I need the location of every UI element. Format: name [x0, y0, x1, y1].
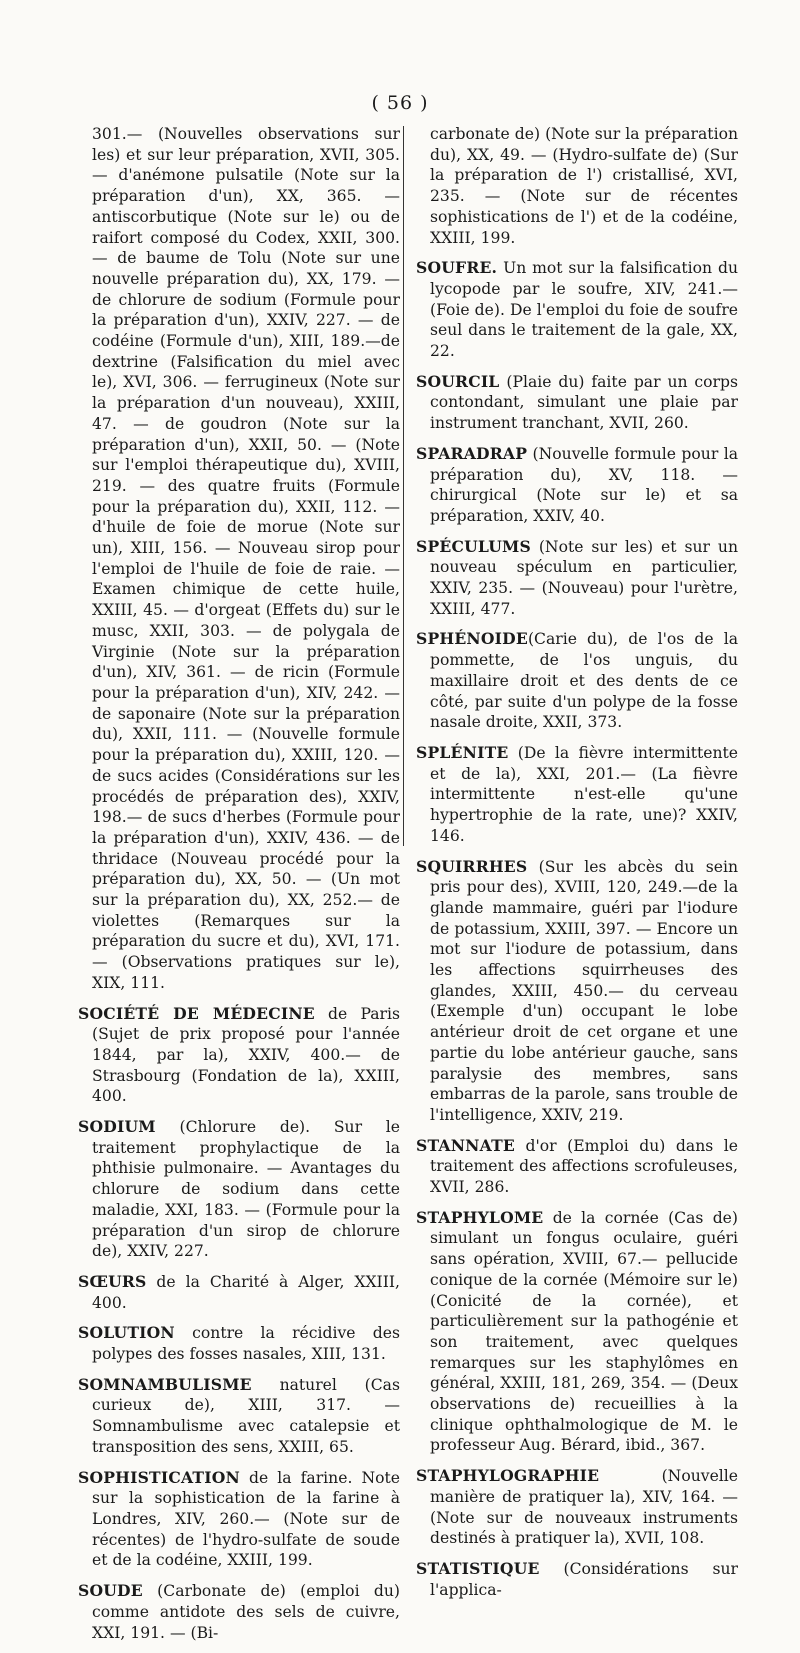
entry-text: (Carie du), de l'os de la pommette, de l'os unguis, du maxillaire droit et des dents de ce côté, par suite d'un polype de la fosse nasale droite, XXII, 373. — [430, 630, 738, 732]
index-entry — [78, 124, 400, 994]
index-entry — [416, 857, 738, 1126]
entry-text: de la farine. Note sur la sophistication de la farine à Londres, XIV, 260.— (Note sur de récentes) de l'hydro-sulfate de soude et de la codéine, XXIII, 199. — [92, 1468, 400, 1570]
index-entry — [416, 1466, 738, 1549]
entry-heading: SPÉCULUMS — [416, 536, 531, 556]
index-entry — [416, 1136, 738, 1198]
index-entry — [416, 743, 738, 847]
left-column — [78, 124, 400, 1653]
entry-heading: STANNATE — [416, 1135, 515, 1155]
index-entry — [78, 1375, 400, 1458]
index-entry — [416, 372, 738, 434]
right-column — [416, 124, 738, 1610]
index-entry — [416, 629, 738, 733]
index-entry — [78, 1117, 400, 1262]
index-entry — [78, 1323, 400, 1364]
entry-text: (Considérations sur l'applica- — [430, 1560, 738, 1599]
index-entry — [416, 124, 738, 248]
index-entry — [416, 444, 738, 527]
entry-text: (Nouvelle formule pour la préparation du), XV, 118. — chirurgical (Note sur le) et sa préparation, XXIV, 40. — [430, 444, 738, 525]
entry-text: naturel (Cas curieux de), XIII, 317. — Somnambulisme avec catalepsie et transposition des sens, XXIII, 65. — [92, 1375, 400, 1456]
index-entry — [416, 258, 738, 362]
entry-heading: SOUDE — [78, 1581, 143, 1601]
entry-heading: STAPHYLOME — [416, 1207, 544, 1227]
index-entry — [78, 1468, 400, 1572]
entry-text: (De la fièvre intermittente et de la), XXI, 201.— (La fièvre intermittente n'est-elle qu'une hypertrophie de la rate, une)? XXIV, 146. — [430, 743, 738, 845]
entry-text: d'or (Emploi du) dans le traitement des affections scrofuleuses, XVII, 286. — [430, 1136, 738, 1197]
entry-heading: SQUIRRHES — [416, 856, 528, 876]
entry-heading: SŒURS — [78, 1271, 147, 1291]
entry-text: de Paris (Sujet de prix proposé pour l'année 1844, par la), XXIV, 400.— de Strasbourg (Fondation de la), XXIII, 400. — [92, 1004, 400, 1106]
entry-text: (Nouvelle manière de pratiquer la), XIV, 164. — (Note sur de nouveaux instruments destinés à pratiquer la), XVII, 108. — [430, 1467, 738, 1548]
entry-heading: SOMNAMBULISME — [78, 1374, 252, 1394]
index-entry — [416, 537, 738, 620]
entry-heading: SPHÉNOIDE — [416, 629, 528, 649]
entry-heading: SOURCIL — [416, 371, 500, 391]
column-divider — [403, 126, 404, 846]
page-number: ( 56 ) — [371, 92, 429, 114]
index-entry — [416, 1559, 738, 1600]
entry-heading: SOUFRE. — [416, 258, 498, 278]
entry-text: (Plaie du) faite par un corps contondant, simulant une plaie par instrument tranchant, XVII, 260. — [430, 372, 738, 433]
entry-text: (Chlorure de). Sur le traitement prophylactique de la phthisie pulmonaire. — Avantages du chlorure de sodium dans cette maladie, XXI, 183. — (Formule pour la préparation d'un sirop de chlorure de), XXIV, 227. — [92, 1118, 400, 1261]
entry-text: 301.— (Nouvelles observations sur les) et sur leur préparation, XVII, 305. — d'anémone pulsatile (Note sur la préparation d'un), XX, 365. — antiscorbutique (Note sur le) ou de raifort composé du Codex, XXII, 300. — de baume de Tolu (Note sur une nouvelle préparation du), XX, 179. — de chlorure de sodium (Formule pour la préparation d'un), XXIV, 227. — de codéine (Formule d'un), XIII, 189.—de dextrine (Falsification du miel avec le), XVI, 306. — ferrugineux (Note sur la préparation d'un nouveau), XXIII, 47. — de goudron (Note sur la préparation d'un), XXII, 50. — (Note sur l'emploi thérapeutique du), XVIII, 219. — des quatre fruits (Formule pour la préparation du), XXII, 112. — d'huile de foie de morue (Note sur un), XIII, 156. — Nouveau sirop pour l'emploi de l'huile de foie de raie. — Examen chimique de cette huile, XXIII, 45. — d'orgeat (Effets du) sur le musc, XXII, 303. — de polygala de Virginie (Note sur la préparation d'un), XIV, 361. — de ricin (Formule pour la préparation d'un), XIV, 242. — de saponaire (Note sur la préparation du), XXII, 111. — (Nouvelle formule pour la préparation du), XXIII, 120. — de sucs acides (Considérations sur les procédés de préparation des), XXIV, 198.— de sucs d'herbes (Formule pour la préparation d'un), XXIV, 436. — de thridace (Nouveau procédé pour la préparation du), XX, 50. — (Un mot sur la préparation du), XX, 252.— de violettes (Remarques sur la préparation du sucre et du), XVI, 171. — (Observations pratiques sur le), XIX, 111. — [92, 125, 400, 992]
entry-text: contre la récidive des polypes des fosses nasales, XIII, 131. — [92, 1324, 400, 1364]
entry-heading: SPLÉNITE — [416, 742, 509, 762]
entry-heading: SODIUM — [78, 1117, 156, 1137]
entry-heading: SOCIÉTÉ DE MÉDECINE — [78, 1003, 315, 1023]
entry-text: (Note sur les) et sur un nouveau spéculum en particulier, XXIV, 235. — (Nouveau) pour l'urètre, XXIII, 477. — [430, 537, 738, 618]
entry-heading: STATISTIQUE — [416, 1559, 540, 1578]
entry-heading: SOPHISTICATION — [78, 1467, 240, 1487]
index-entry — [416, 1208, 738, 1456]
entry-text: de la cornée (Cas de) simulant un fongus oculaire, guéri sans opération, XVIII, 67.— pellucide conique de la cornée (Mémoire sur le) (Conicité de la cornée), et particulièrement sur la pathogénie et son traitement, avec quelques remarques sur les staphylômes en général, XXIII, 181, 269, 354. — (Deux observations de) recueillies à la clinique ophthalmologique de M. le professeur Aug. Bérard, ibid., 367. — [430, 1208, 738, 1455]
index-entry — [78, 1004, 400, 1108]
entry-text: carbonate de) (Note sur la préparation du), XX, 49. — (Hydro-sulfate de) (Sur la préparation de l') cristallisé, XVI, 235. — (Note sur de récentes sophistications de l') et de la codéine, XXIII, 199. — [430, 125, 738, 247]
entry-text: Un mot sur la falsification du lycopode par le soufre, XIV, 241.— (Foie de). De l'emploi du foie de soufre seul dans le traitement de la gale, XX, 22. — [430, 259, 738, 361]
entry-text: (Sur les abcès du sein pris pour des), XVIII, 120, 249.—de la glande mammaire, guéri par l'iodure de potassium, XXIII, 397. — Encore un mot sur l'iodure de potassium, dans les affections squirrheuses des glandes, XXIII, 450.— du cerveau (Exemple d'un) occupant le lobe antérieur droit de cet organe et une partie du lobe antérieur gauche, sans paralysie des membres, sans embarras de la parole, sans trouble de l'intelligence, XXIV, 219. — [430, 857, 738, 1124]
entry-heading: STAPHYLOGRAPHIE — [416, 1466, 600, 1486]
index-entry — [78, 1581, 400, 1643]
entry-heading: SOLUTION — [78, 1323, 175, 1343]
entry-text: (Carbonate de) (emploi du) comme antidote des sels de cuivre, XXI, 191. — (Bi- — [92, 1582, 400, 1642]
entry-heading: SPARADRAP — [416, 443, 528, 463]
entry-text: de la Charité à Alger, XXIII, 400. — [92, 1272, 400, 1312]
